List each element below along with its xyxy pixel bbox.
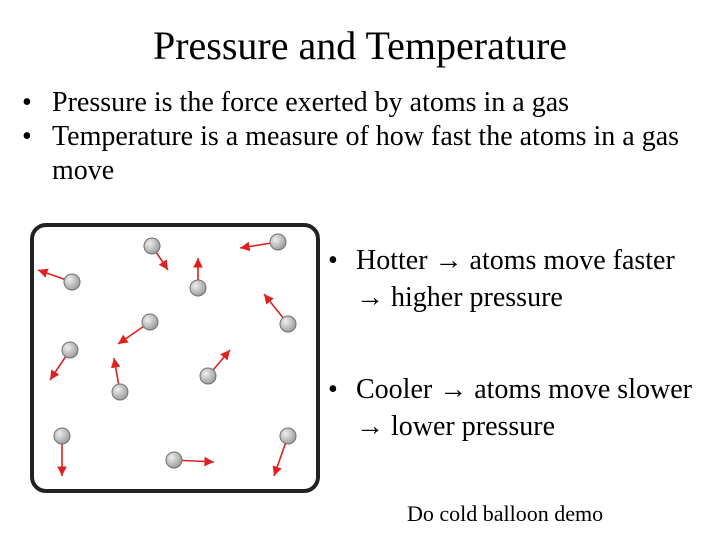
container-box bbox=[32, 225, 318, 491]
atom bbox=[166, 452, 182, 468]
demo-note: Do cold balloon demo bbox=[407, 501, 604, 526]
main-bullets bbox=[22, 86, 702, 188]
slide-title: Pressure and Temperature bbox=[152, 23, 568, 68]
arrow-icon: → bbox=[439, 374, 468, 405]
gas-container-diagram bbox=[28, 222, 324, 496]
atom bbox=[280, 428, 296, 444]
bullet-temperature: • Temperature is a measure of how fast the atoms in a gas move bbox=[22, 121, 680, 186]
atom bbox=[112, 384, 128, 400]
atom bbox=[64, 274, 80, 290]
bullet-hotter: • Hotter → atoms move faster → higher pressure bbox=[328, 242, 708, 316]
arrow-icon: → bbox=[356, 411, 384, 442]
atom bbox=[62, 342, 78, 358]
bullet-dot: • bbox=[22, 121, 32, 152]
atom bbox=[190, 280, 206, 296]
arrow-icon: → bbox=[434, 245, 463, 276]
atom bbox=[280, 316, 296, 332]
bullet-cooler: • Cooler → atoms move slower → lower pressure bbox=[328, 371, 708, 445]
bullet-dot: • bbox=[22, 87, 32, 118]
atom bbox=[200, 368, 216, 384]
bullet-dot: • bbox=[328, 245, 338, 276]
bullet-dot: • bbox=[328, 374, 338, 405]
atom bbox=[270, 234, 286, 250]
atom bbox=[142, 314, 158, 330]
arrow-icon: → bbox=[356, 282, 384, 313]
atom bbox=[144, 238, 160, 254]
bullet-pressure: • Pressure is the force exerted by atoms in a gas bbox=[22, 87, 570, 118]
temperature-effects bbox=[328, 242, 708, 500]
atom bbox=[54, 428, 70, 444]
